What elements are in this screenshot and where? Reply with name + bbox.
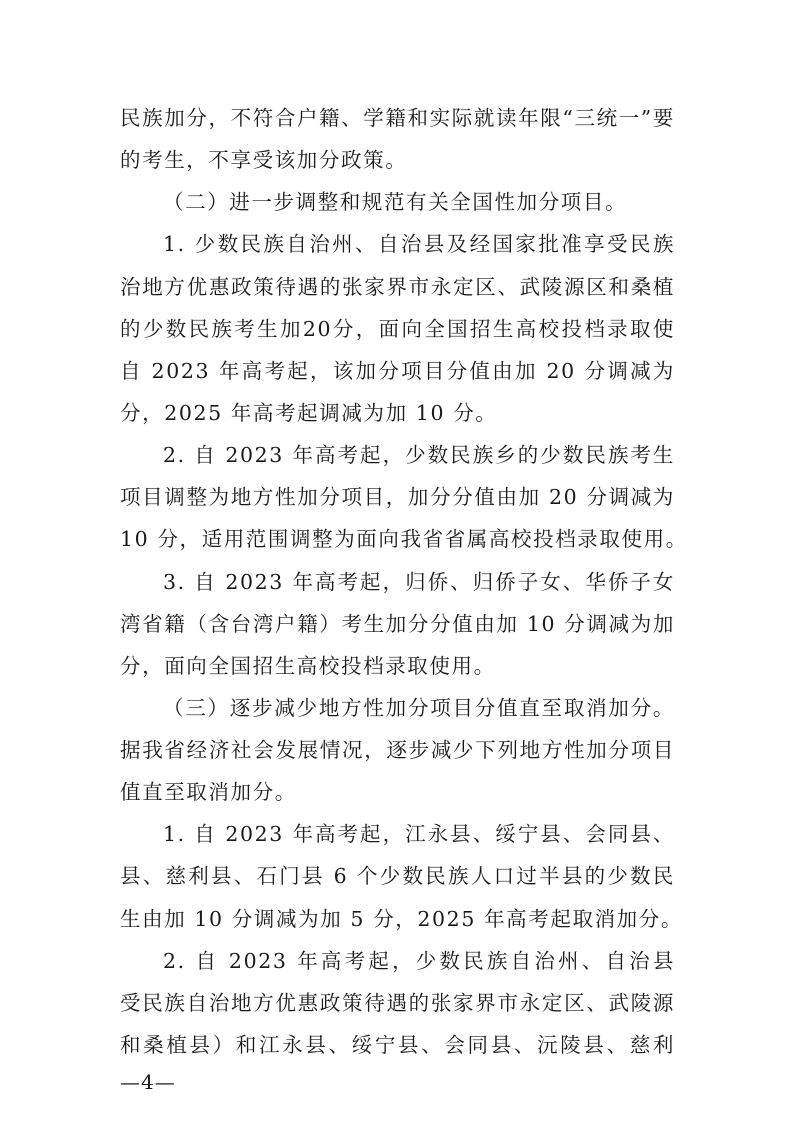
section-heading: （三）逐步减少地方性加分项目分值直至取消加分。 xyxy=(163,695,675,720)
text-line: 10 分，适用范围调整为面向我省省属高校投档录取使用。 xyxy=(120,527,688,552)
text-line: 分，面向全国招生高校投档录取使用。 xyxy=(120,653,496,678)
text-line: 受民族自治地方优惠政策待遇的张家界市永定区、武陵源 xyxy=(120,990,675,1015)
text-line: 民族加分，不符合户籍、学籍和实际就读年限“三统一”要 xyxy=(120,106,675,130)
text-line: 项目调整为地方性加分项目，加分分值由加 20 分调减为 xyxy=(120,485,675,510)
text-line: 治地方优惠政策待遇的张家界市永定区、武陵源区和桑植 xyxy=(120,274,675,299)
text-line: 县、慈利县、石门县 6 个少数民族人口过半县的少数民 xyxy=(120,864,675,889)
text-line: 分，2025 年高考起调减为加 10 分。 xyxy=(120,400,498,425)
text-line: 2. 自 2023 年高考起，少数民族乡的少数民族考生 xyxy=(163,443,675,468)
text-line: 1. 少数民族自治州、自治县及经国家批准享受民族 xyxy=(163,232,675,257)
text-line: 生由加 10 分调减为加 5 分，2025 年高考起取消加分。 xyxy=(120,906,683,931)
page-number: —4— xyxy=(120,1070,176,1095)
text-line: 3. 自 2023 年高考起，归侨、归侨子女、华侨子女 xyxy=(163,569,675,594)
text-line: 值直至取消加分。 xyxy=(120,780,297,805)
text-line: 的考生，不享受该加分政策。 xyxy=(120,148,408,173)
text-line: 和桑植县）和江永县、绥宁县、会同县、沅陵县、慈利 xyxy=(120,1033,675,1058)
text-line: 的少数民族考生加20分，面向全国招生高校投档录取使 xyxy=(120,316,675,341)
text-line: 湾省籍（含台湾户籍）考生加分分值由加 10 分调减为加 xyxy=(120,611,675,636)
text-line: 1. 自 2023 年高考起，江永县、绥宁县、会同县、 xyxy=(163,822,675,847)
text-line: 2. 自 2023 年高考起，少数民族自治州、自治县 xyxy=(163,948,675,973)
section-heading: （二）进一步调整和规范有关全国性加分项目。 xyxy=(163,190,628,215)
text-line: 据我省经济社会发展情况，逐步减少下列地方性加分项目 xyxy=(120,738,675,763)
text-line: 自 2023 年高考起，该加分项目分值由加 20 分调减为 xyxy=(120,358,675,383)
